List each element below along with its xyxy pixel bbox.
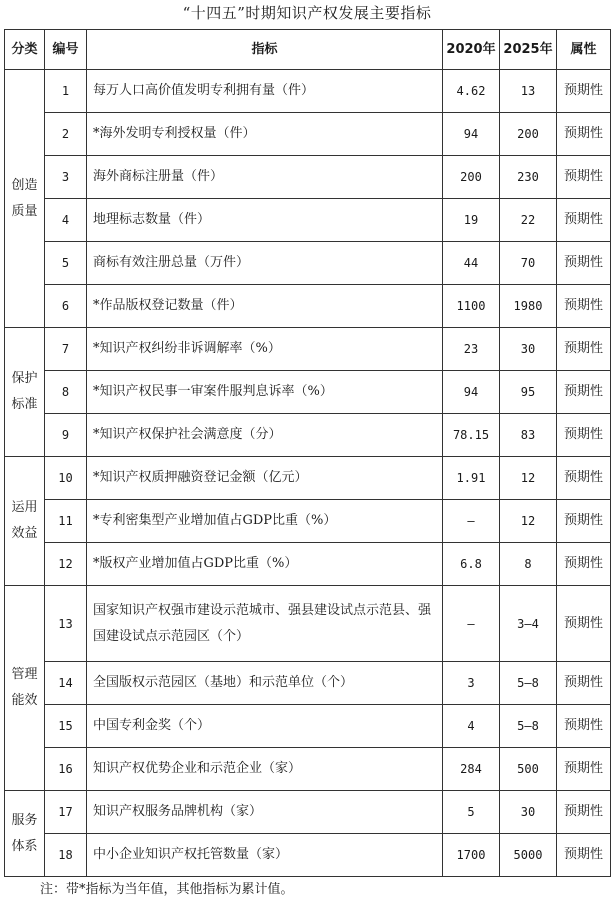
category-cell: 服务 体系 [5, 791, 45, 877]
row-2025: 13 [500, 70, 557, 113]
row-number: 12 [45, 543, 87, 586]
row-number: 8 [45, 371, 87, 414]
row-2020: 4.62 [443, 70, 500, 113]
row-attribute: 预期性 [557, 242, 611, 285]
row-number: 16 [45, 748, 87, 791]
row-attribute: 预期性 [557, 328, 611, 371]
row-number: 9 [45, 414, 87, 457]
row-attribute: 预期性 [557, 457, 611, 500]
row-number: 5 [45, 242, 87, 285]
row-number: 13 [45, 586, 87, 662]
table-row [5, 371, 611, 414]
row-2020: 6.8 [443, 543, 500, 586]
table-row [5, 791, 611, 834]
table-row [5, 662, 611, 705]
row-indicator: 中国专利金奖（个） [87, 705, 443, 748]
table-row [5, 748, 611, 791]
row-indicator: *海外发明专利授权量（件） [87, 113, 443, 156]
table-row [5, 242, 611, 285]
row-attribute: 预期性 [557, 662, 611, 705]
row-number: 10 [45, 457, 87, 500]
row-2020: 200 [443, 156, 500, 199]
category-cell: 创造 质量 [5, 70, 45, 328]
row-attribute: 预期性 [557, 199, 611, 242]
row-2025: 5—8 [500, 705, 557, 748]
row-indicator: *知识产权纠纷非诉调解率（%） [87, 328, 443, 371]
row-2025: 8 [500, 543, 557, 586]
footnote: 注：带*指标为当年值，其他指标为累计值。 [40, 882, 294, 897]
table-row [5, 70, 611, 113]
table-row [5, 705, 611, 748]
row-attribute: 预期性 [557, 586, 611, 662]
row-number: 1 [45, 70, 87, 113]
row-2025: 12 [500, 457, 557, 500]
row-attribute: 预期性 [557, 371, 611, 414]
row-2020: — [443, 500, 500, 543]
table-row [5, 500, 611, 543]
row-number: 17 [45, 791, 87, 834]
row-number: 2 [45, 113, 87, 156]
row-2020: 23 [443, 328, 500, 371]
header-attribute: 属性 [557, 30, 611, 70]
row-attribute: 预期性 [557, 791, 611, 834]
row-2025: 200 [500, 113, 557, 156]
row-number: 11 [45, 500, 87, 543]
row-2025: 12 [500, 500, 557, 543]
row-attribute: 预期性 [557, 70, 611, 113]
header-row [5, 30, 611, 70]
row-indicator: 商标有效注册总量（万件） [87, 242, 443, 285]
row-indicator: 每万人口高价值发明专利拥有量（件） [87, 70, 443, 113]
table-row [5, 586, 611, 662]
row-attribute: 预期性 [557, 156, 611, 199]
row-attribute: 预期性 [557, 285, 611, 328]
row-2025: 500 [500, 748, 557, 791]
table-row [5, 414, 611, 457]
row-indicator: 全国版权示范园区（基地）和示范单位（个） [87, 662, 443, 705]
row-2025: 70 [500, 242, 557, 285]
row-2020: 94 [443, 371, 500, 414]
row-attribute: 预期性 [557, 543, 611, 586]
indicators-table [4, 29, 611, 877]
header-number: 编号 [45, 30, 87, 70]
row-indicator: *知识产权保护社会满意度（分） [87, 414, 443, 457]
row-2025: 230 [500, 156, 557, 199]
category-cell: 运用 效益 [5, 457, 45, 586]
row-indicator: *专利密集型产业增加值占GDP比重（%） [87, 500, 443, 543]
table-row [5, 285, 611, 328]
header-category: 分类 [5, 30, 45, 70]
row-attribute: 预期性 [557, 748, 611, 791]
row-indicator: 海外商标注册量（件） [87, 156, 443, 199]
row-attribute: 预期性 [557, 500, 611, 543]
category-cell: 管理 能效 [5, 586, 45, 791]
row-2025: 30 [500, 328, 557, 371]
table-row [5, 328, 611, 371]
table-row [5, 156, 611, 199]
row-number: 14 [45, 662, 87, 705]
row-2020: — [443, 586, 500, 662]
row-2020: 1100 [443, 285, 500, 328]
header-2020: 2020年 [443, 30, 500, 70]
row-indicator: 地理标志数量（件） [87, 199, 443, 242]
row-2020: 1700 [443, 834, 500, 877]
row-2025: 83 [500, 414, 557, 457]
row-indicator: *作品版权登记数量（件） [87, 285, 443, 328]
row-2020: 44 [443, 242, 500, 285]
row-2025: 5—8 [500, 662, 557, 705]
row-2020: 1.91 [443, 457, 500, 500]
row-number: 3 [45, 156, 87, 199]
row-number: 15 [45, 705, 87, 748]
row-2025: 95 [500, 371, 557, 414]
row-2025: 5000 [500, 834, 557, 877]
row-attribute: 预期性 [557, 113, 611, 156]
row-2020: 284 [443, 748, 500, 791]
row-indicator: *知识产权质押融资登记金额（亿元） [87, 457, 443, 500]
row-2020: 78.15 [443, 414, 500, 457]
row-attribute: 预期性 [557, 414, 611, 457]
row-2020: 5 [443, 791, 500, 834]
row-2025: 3—4 [500, 586, 557, 662]
row-2025: 30 [500, 791, 557, 834]
table-row [5, 543, 611, 586]
header-2025: 2025年 [500, 30, 557, 70]
row-indicator: *知识产权民事一审案件服判息诉率（%） [87, 371, 443, 414]
table-row [5, 834, 611, 877]
row-indicator: 知识产权优势企业和示范企业（家） [87, 748, 443, 791]
row-number: 18 [45, 834, 87, 877]
row-2025: 22 [500, 199, 557, 242]
row-attribute: 预期性 [557, 834, 611, 877]
table-row [5, 457, 611, 500]
row-indicator: 中小企业知识产权托管数量（家） [87, 834, 443, 877]
row-indicator: 国家知识产权强市建设示范城市、强县建设试点示范县、强国建设试点示范园区（个） [87, 586, 443, 662]
row-2020: 19 [443, 199, 500, 242]
table-row [5, 199, 611, 242]
row-2020: 94 [443, 113, 500, 156]
row-2025: 1980 [500, 285, 557, 328]
row-number: 4 [45, 199, 87, 242]
row-2020: 3 [443, 662, 500, 705]
row-number: 7 [45, 328, 87, 371]
row-2020: 4 [443, 705, 500, 748]
row-indicator: 知识产权服务品牌机构（家） [87, 791, 443, 834]
header-indicator: 指标 [87, 30, 443, 70]
row-indicator: *版权产业增加值占GDP比重（%） [87, 543, 443, 586]
row-number: 6 [45, 285, 87, 328]
category-cell: 保护 标准 [5, 328, 45, 457]
row-attribute: 预期性 [557, 705, 611, 748]
table-title: “十四五”时期知识产权发展主要指标 [182, 4, 432, 22]
table-row [5, 113, 611, 156]
